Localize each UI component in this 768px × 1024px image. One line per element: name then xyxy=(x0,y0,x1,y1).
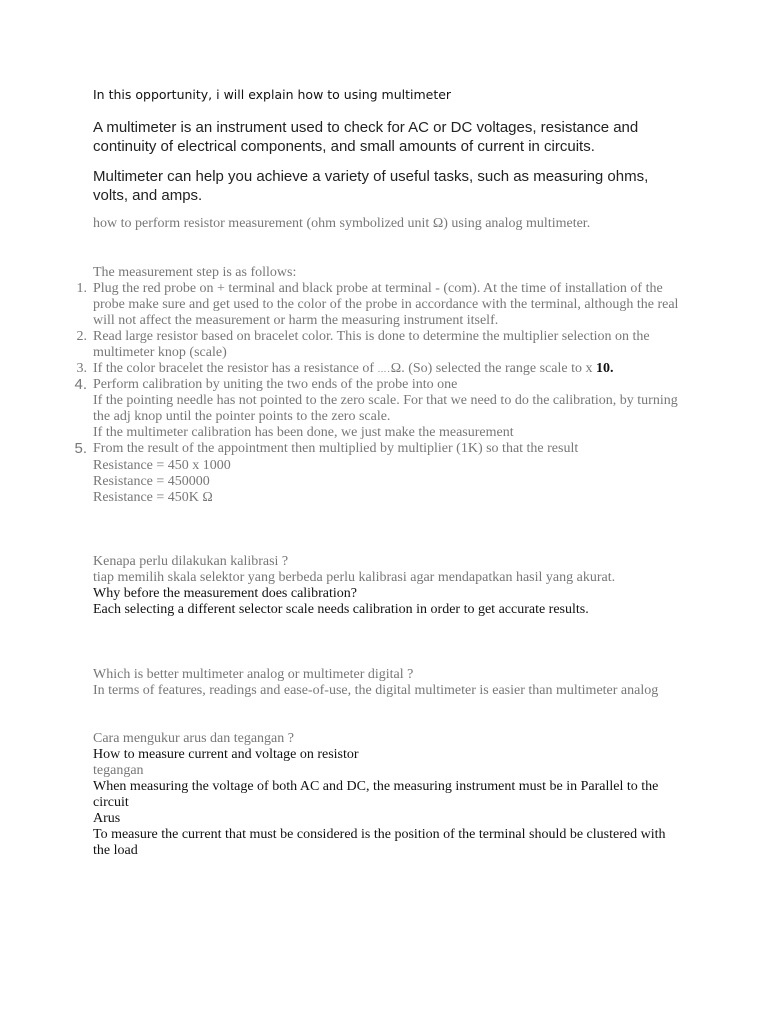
step-number: 3. xyxy=(76,361,87,376)
resistance-placeholder: …. xyxy=(377,364,391,374)
step-item xyxy=(76,361,683,377)
measure-question-en: How to measure current and voltage on resistor xyxy=(93,747,359,762)
measure-question-id: Cara mengukur arus dan tegangan ? xyxy=(93,731,294,746)
step-number: 1. xyxy=(76,281,87,296)
step-item xyxy=(74,440,683,457)
voltage-label: tegangan xyxy=(93,763,144,778)
resistance-line: Resistance = 450 x 1000 xyxy=(93,458,231,473)
comparison-question: Which is better multimeter analog or multimeter digital ? xyxy=(93,667,414,682)
multimeter-uses: Multimeter can help you achieve a variety of useful tasks, such as measuring ohms, volts, and amps. xyxy=(93,168,649,204)
step-text-continued: Ω. (So) selected the range scale to x xyxy=(390,361,593,376)
step-item xyxy=(74,376,683,441)
step-text: Perform calibration by uniting the two ends of the probe into one xyxy=(93,377,458,392)
step-number: 2. xyxy=(76,329,87,344)
comparison-answer: In terms of features, readings and ease-of-use, the digital multimeter is easier than multimeter analog xyxy=(93,683,659,698)
step-text: If the color bracelet the resistor has a resistance of xyxy=(93,361,375,376)
step-item xyxy=(76,281,683,329)
steps-list xyxy=(74,281,683,457)
current-instruction: To measure the current that must be considered is the position of the terminal should be clustered with the load xyxy=(93,827,666,858)
calibration-question-id: Kenapa perlu dilakukan kalibrasi ? xyxy=(93,554,289,569)
calibration-answer-id: tiap memilih skala selektor yang berbeda perlu kalibrasi agar mendapatkan hasil yang akurat. xyxy=(93,570,616,585)
current-label: Arus xyxy=(93,811,121,826)
steps-title: The measurement step is as follows: xyxy=(93,265,297,280)
step-text: Plug the red probe on + terminal and black probe at terminal - (com). At the time of installation of the probe make sure and get used to the color of the probe in accordance with the terminal, although the real will not affect the measurement or harm the measuring instrument itself. xyxy=(93,281,679,328)
step-note: If the pointing needle has not pointed to the zero scale. For that we need to do the calibration, by turning the adj knop until the pointer points to the zero scale. xyxy=(93,393,678,424)
comparison-section xyxy=(93,667,683,699)
calibration-answer-en: Each selecting a different selector scale needs calibration in order to get accurate results. xyxy=(93,602,589,617)
step-number: 5. xyxy=(74,440,87,457)
multimeter-definition: A multimeter is an instrument used to check for AC or DC voltages, resistance and continuity of electrical components, and small amounts of current in circuits. xyxy=(93,119,639,155)
step-text: Read large resistor based on bracelet color. This is done to determine the multiplier selection on the multimeter knop (scale) xyxy=(93,329,650,360)
step-item xyxy=(76,329,683,361)
current-voltage-section xyxy=(93,731,683,859)
step-text: From the result of the appointment then multiplied by multiplier (1K) so that the result xyxy=(93,441,579,456)
step-number: 4. xyxy=(74,376,87,393)
howto-line: how to perform resistor measurement (ohm symbolized unit Ω) using analog multimeter. xyxy=(93,216,591,231)
resistance-line: Resistance = 450K Ω xyxy=(93,490,213,505)
resistance-calculation xyxy=(93,458,683,506)
voltage-instruction: When measuring the voltage of both AC and DC, the measuring instrument must be in Parallel to the circuit xyxy=(93,779,659,810)
resistance-line: Resistance = 450000 xyxy=(93,474,210,489)
range-value: 10. xyxy=(595,361,614,376)
step-note: If the multimeter calibration has been done, we just make the measurement xyxy=(93,425,514,440)
intro-heading: In this opportunity, i will explain how to using multimeter xyxy=(93,87,452,102)
calibration-question-en: Why before the measurement does calibration? xyxy=(93,586,357,601)
calibration-section xyxy=(93,554,683,618)
